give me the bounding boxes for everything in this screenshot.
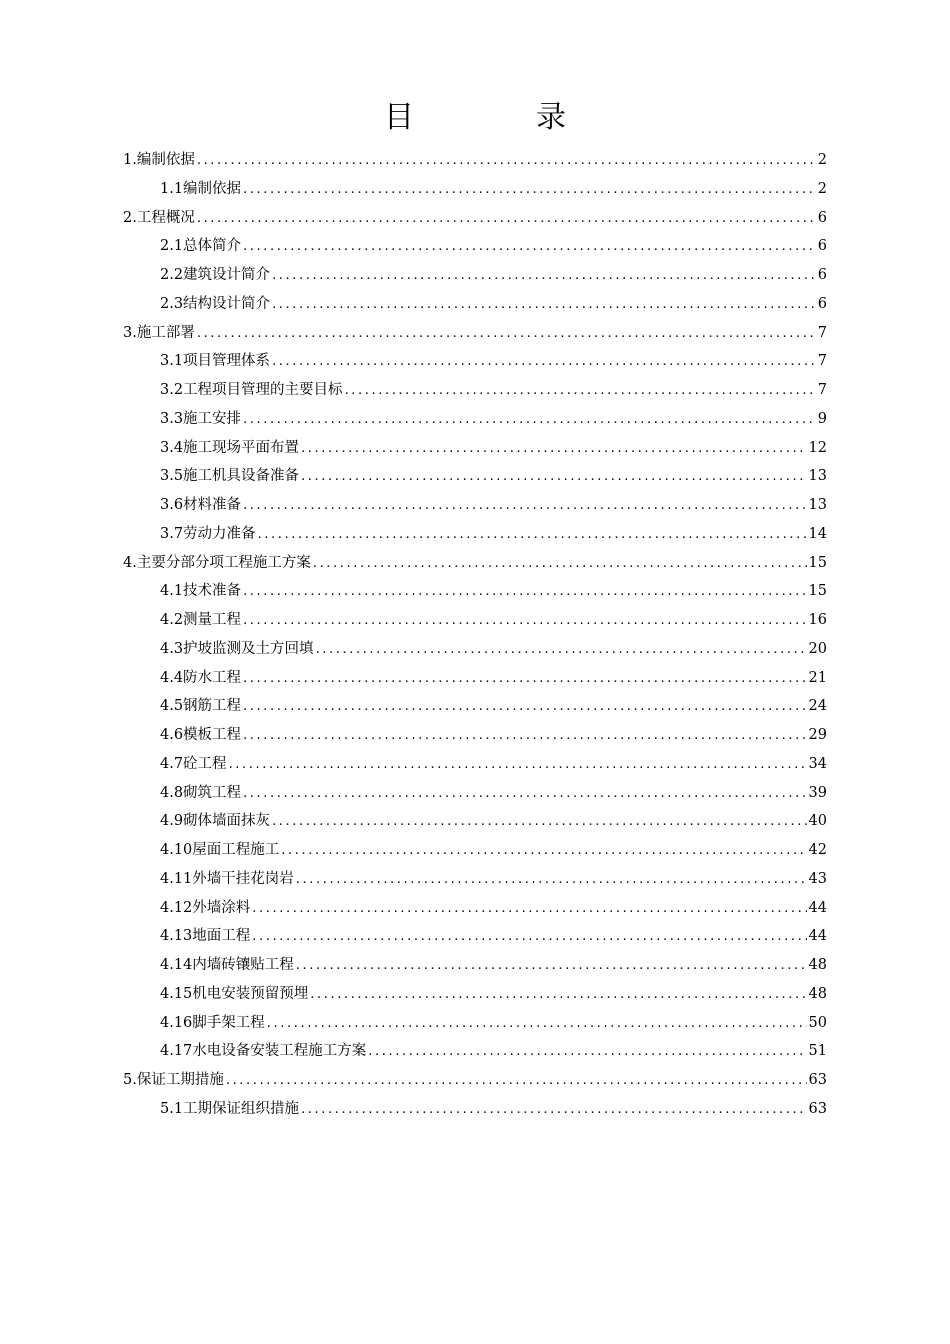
toc-dot-leader — [243, 406, 816, 435]
toc-entry-page-number: 14 — [808, 525, 827, 542]
toc-entry-page-number: 7 — [817, 382, 827, 398]
toc-entry-label: 3.1项目管理体系 — [160, 353, 271, 370]
toc-entry-label: 2.1总体简介 — [160, 238, 242, 255]
toc-dot-leader — [252, 895, 806, 924]
toc-entry-page-number: 6 — [817, 267, 827, 283]
toc-entry-label: 4.主要分部分项工程施工方案 — [123, 554, 311, 571]
toc-entry[interactable] — [123, 664, 827, 693]
toc-entry[interactable] — [123, 1009, 827, 1038]
toc-dot-leader — [316, 636, 807, 665]
toc-dot-leader — [258, 521, 807, 550]
toc-dot-leader — [272, 808, 806, 837]
toc-dot-leader — [243, 607, 806, 636]
toc-entry-page-number: 7 — [817, 353, 827, 370]
toc-dot-leader — [267, 1010, 807, 1039]
toc-entry-label: 4.6模板工程 — [160, 727, 242, 743]
toc-dot-leader — [243, 578, 806, 607]
toc-entry-label: 4.9砌体墙面抹灰 — [160, 813, 271, 830]
toc-entry[interactable] — [123, 261, 827, 290]
toc-entry-label: 4.8砌筑工程 — [160, 784, 242, 801]
toc-dot-leader — [301, 1096, 806, 1125]
toc-dot-leader — [197, 147, 816, 176]
toc-entry-page-number: 63 — [808, 1072, 827, 1088]
toc-entry[interactable] — [123, 836, 827, 865]
toc-entry[interactable] — [123, 951, 827, 980]
toc-dot-leader — [243, 722, 806, 751]
toc-entry-page-number: 13 — [808, 497, 827, 513]
toc-entry[interactable] — [123, 606, 827, 635]
toc-entry[interactable] — [123, 1066, 827, 1095]
toc-dot-leader — [345, 377, 816, 406]
toc-entry[interactable] — [123, 549, 827, 578]
toc-entry-page-number: 43 — [808, 870, 827, 887]
toc-dot-leader — [301, 463, 806, 492]
toc-entry-label: 4.2测量工程 — [160, 612, 242, 628]
toc-entry-label: 3.施工部署 — [123, 324, 195, 341]
toc-dot-leader — [243, 665, 806, 694]
toc-dot-leader — [243, 492, 806, 521]
toc-entry-page-number: 24 — [808, 698, 827, 715]
toc-entry-page-number: 21 — [808, 669, 827, 686]
toc-entry-label: 5.1工期保证组织措施 — [160, 1100, 300, 1117]
toc-entry-label: 4.15机电安装预留预埋 — [160, 985, 309, 1002]
toc-list — [123, 146, 827, 1124]
toc-entry-page-number: 42 — [808, 842, 827, 858]
toc-entry[interactable] — [123, 894, 827, 923]
toc-dot-leader — [272, 348, 816, 377]
toc-entry[interactable] — [123, 1095, 827, 1124]
toc-dot-leader — [243, 693, 806, 722]
toc-entry-page-number: 2 — [817, 180, 827, 197]
toc-dot-leader — [368, 1038, 806, 1067]
toc-entry-page-number: 13 — [808, 468, 827, 485]
toc-entry-page-number: 15 — [808, 554, 827, 571]
toc-entry-page-number: 20 — [808, 640, 827, 657]
toc-entry[interactable] — [123, 635, 827, 664]
toc-entry[interactable] — [123, 491, 827, 520]
toc-entry[interactable] — [123, 290, 827, 319]
toc-dot-leader — [296, 952, 807, 981]
toc-entry-page-number: 34 — [808, 755, 827, 772]
toc-entry-page-number: 44 — [808, 928, 827, 945]
toc-entry-label: 2.工程概况 — [123, 209, 195, 226]
toc-entry-page-number: 29 — [808, 727, 827, 743]
toc-entry-page-number: 6 — [817, 238, 827, 255]
toc-entry-label: 1.1编制依据 — [160, 180, 242, 197]
toc-entry-label: 4.3护坡监测及土方回填 — [160, 640, 314, 657]
toc-entry[interactable] — [123, 922, 827, 951]
toc-entry-page-number: 7 — [817, 324, 827, 341]
toc-entry-page-number: 16 — [808, 612, 827, 628]
toc-entry-page-number: 48 — [808, 985, 827, 1002]
toc-dot-leader — [229, 751, 807, 780]
toc-entry-label: 4.1技术准备 — [160, 583, 242, 600]
toc-entry[interactable] — [123, 347, 827, 376]
toc-entry[interactable] — [123, 319, 827, 348]
toc-entry[interactable] — [123, 146, 827, 175]
toc-dot-leader — [197, 205, 816, 234]
toc-entry-label: 2.3结构设计简介 — [160, 295, 271, 312]
toc-entry[interactable] — [123, 405, 827, 434]
toc-entry-label: 2.2建筑设计简介 — [160, 267, 271, 283]
toc-entry-label: 4.10屋面工程施工 — [160, 842, 280, 858]
toc-entry[interactable] — [123, 721, 827, 750]
toc-entry-page-number: 50 — [808, 1014, 827, 1031]
toc-entry[interactable] — [123, 1037, 827, 1066]
toc-entry[interactable] — [123, 980, 827, 1009]
toc-dot-leader — [296, 866, 807, 895]
toc-entry[interactable] — [123, 232, 827, 261]
toc-entry-page-number: 48 — [808, 957, 827, 973]
toc-title — [0, 98, 950, 138]
toc-entry-page-number: 44 — [808, 899, 827, 916]
toc-entry-page-number: 6 — [817, 295, 827, 312]
toc-dot-leader — [243, 780, 806, 809]
toc-entry[interactable] — [123, 779, 827, 808]
toc-title-char-1: 目 — [384, 100, 414, 135]
toc-entry[interactable] — [123, 462, 827, 491]
toc-entry-page-number: 51 — [808, 1043, 827, 1060]
toc-entry-page-number: 15 — [808, 583, 827, 600]
toc-entry-label: 3.7劳动力准备 — [160, 525, 256, 542]
toc-entry-label: 4.17水电设备安装工程施工方案 — [160, 1043, 367, 1060]
toc-entry-label: 4.5钢筋工程 — [160, 698, 242, 715]
toc-entry-label: 1.编制依据 — [123, 152, 195, 168]
toc-entry-label: 4.14内墙砖镶贴工程 — [160, 957, 294, 973]
toc-entry[interactable] — [123, 520, 827, 549]
toc-entry-label: 4.11外墙干挂花岗岩 — [160, 870, 294, 887]
toc-entry[interactable] — [123, 577, 827, 606]
toc-dot-leader — [313, 550, 807, 579]
toc-title-char-2: 录 — [536, 100, 566, 135]
toc-entry-label: 3.5施工机具设备准备 — [160, 468, 300, 485]
toc-entry[interactable] — [123, 376, 827, 405]
toc-dot-leader — [226, 1067, 807, 1096]
toc-entry-label: 3.3施工安排 — [160, 410, 242, 427]
toc-dot-leader — [243, 176, 816, 205]
toc-entry-label: 4.16脚手架工程 — [160, 1014, 265, 1031]
toc-entry-label: 4.7砼工程 — [160, 755, 227, 772]
toc-entry[interactable] — [123, 692, 827, 721]
toc-entry-label: 5.保证工期措施 — [123, 1072, 224, 1088]
toc-entry-page-number: 2 — [817, 152, 827, 168]
toc-entry-label: 3.4施工现场平面布置 — [160, 439, 300, 456]
toc-entry-label: 4.13地面工程 — [160, 928, 251, 945]
toc-entry[interactable] — [123, 175, 827, 204]
toc-dot-leader — [272, 262, 816, 291]
toc-dot-leader — [301, 435, 806, 464]
toc-entry[interactable] — [123, 434, 827, 463]
toc-entry-label: 3.6材料准备 — [160, 497, 242, 513]
toc-entry[interactable] — [123, 204, 827, 233]
toc-entry-page-number: 40 — [808, 813, 827, 830]
toc-entry[interactable] — [123, 865, 827, 894]
toc-dot-leader — [281, 837, 806, 866]
toc-entry-page-number: 39 — [808, 784, 827, 801]
toc-dot-leader — [197, 320, 816, 349]
toc-entry-label: 4.12外墙涂料 — [160, 899, 251, 916]
toc-entry[interactable] — [123, 807, 827, 836]
toc-entry-page-number: 9 — [817, 410, 827, 427]
toc-entry-label: 3.2工程项目管理的主要目标 — [160, 382, 343, 398]
toc-dot-leader — [310, 981, 806, 1010]
toc-dot-leader — [243, 233, 816, 262]
toc-entry[interactable] — [123, 750, 827, 779]
toc-entry-page-number: 12 — [808, 439, 827, 456]
toc-dot-leader — [252, 923, 806, 952]
toc-entry-label: 4.4防水工程 — [160, 669, 242, 686]
toc-entry-page-number: 63 — [808, 1100, 827, 1117]
toc-dot-leader — [272, 291, 816, 320]
toc-entry-page-number: 6 — [817, 209, 827, 226]
